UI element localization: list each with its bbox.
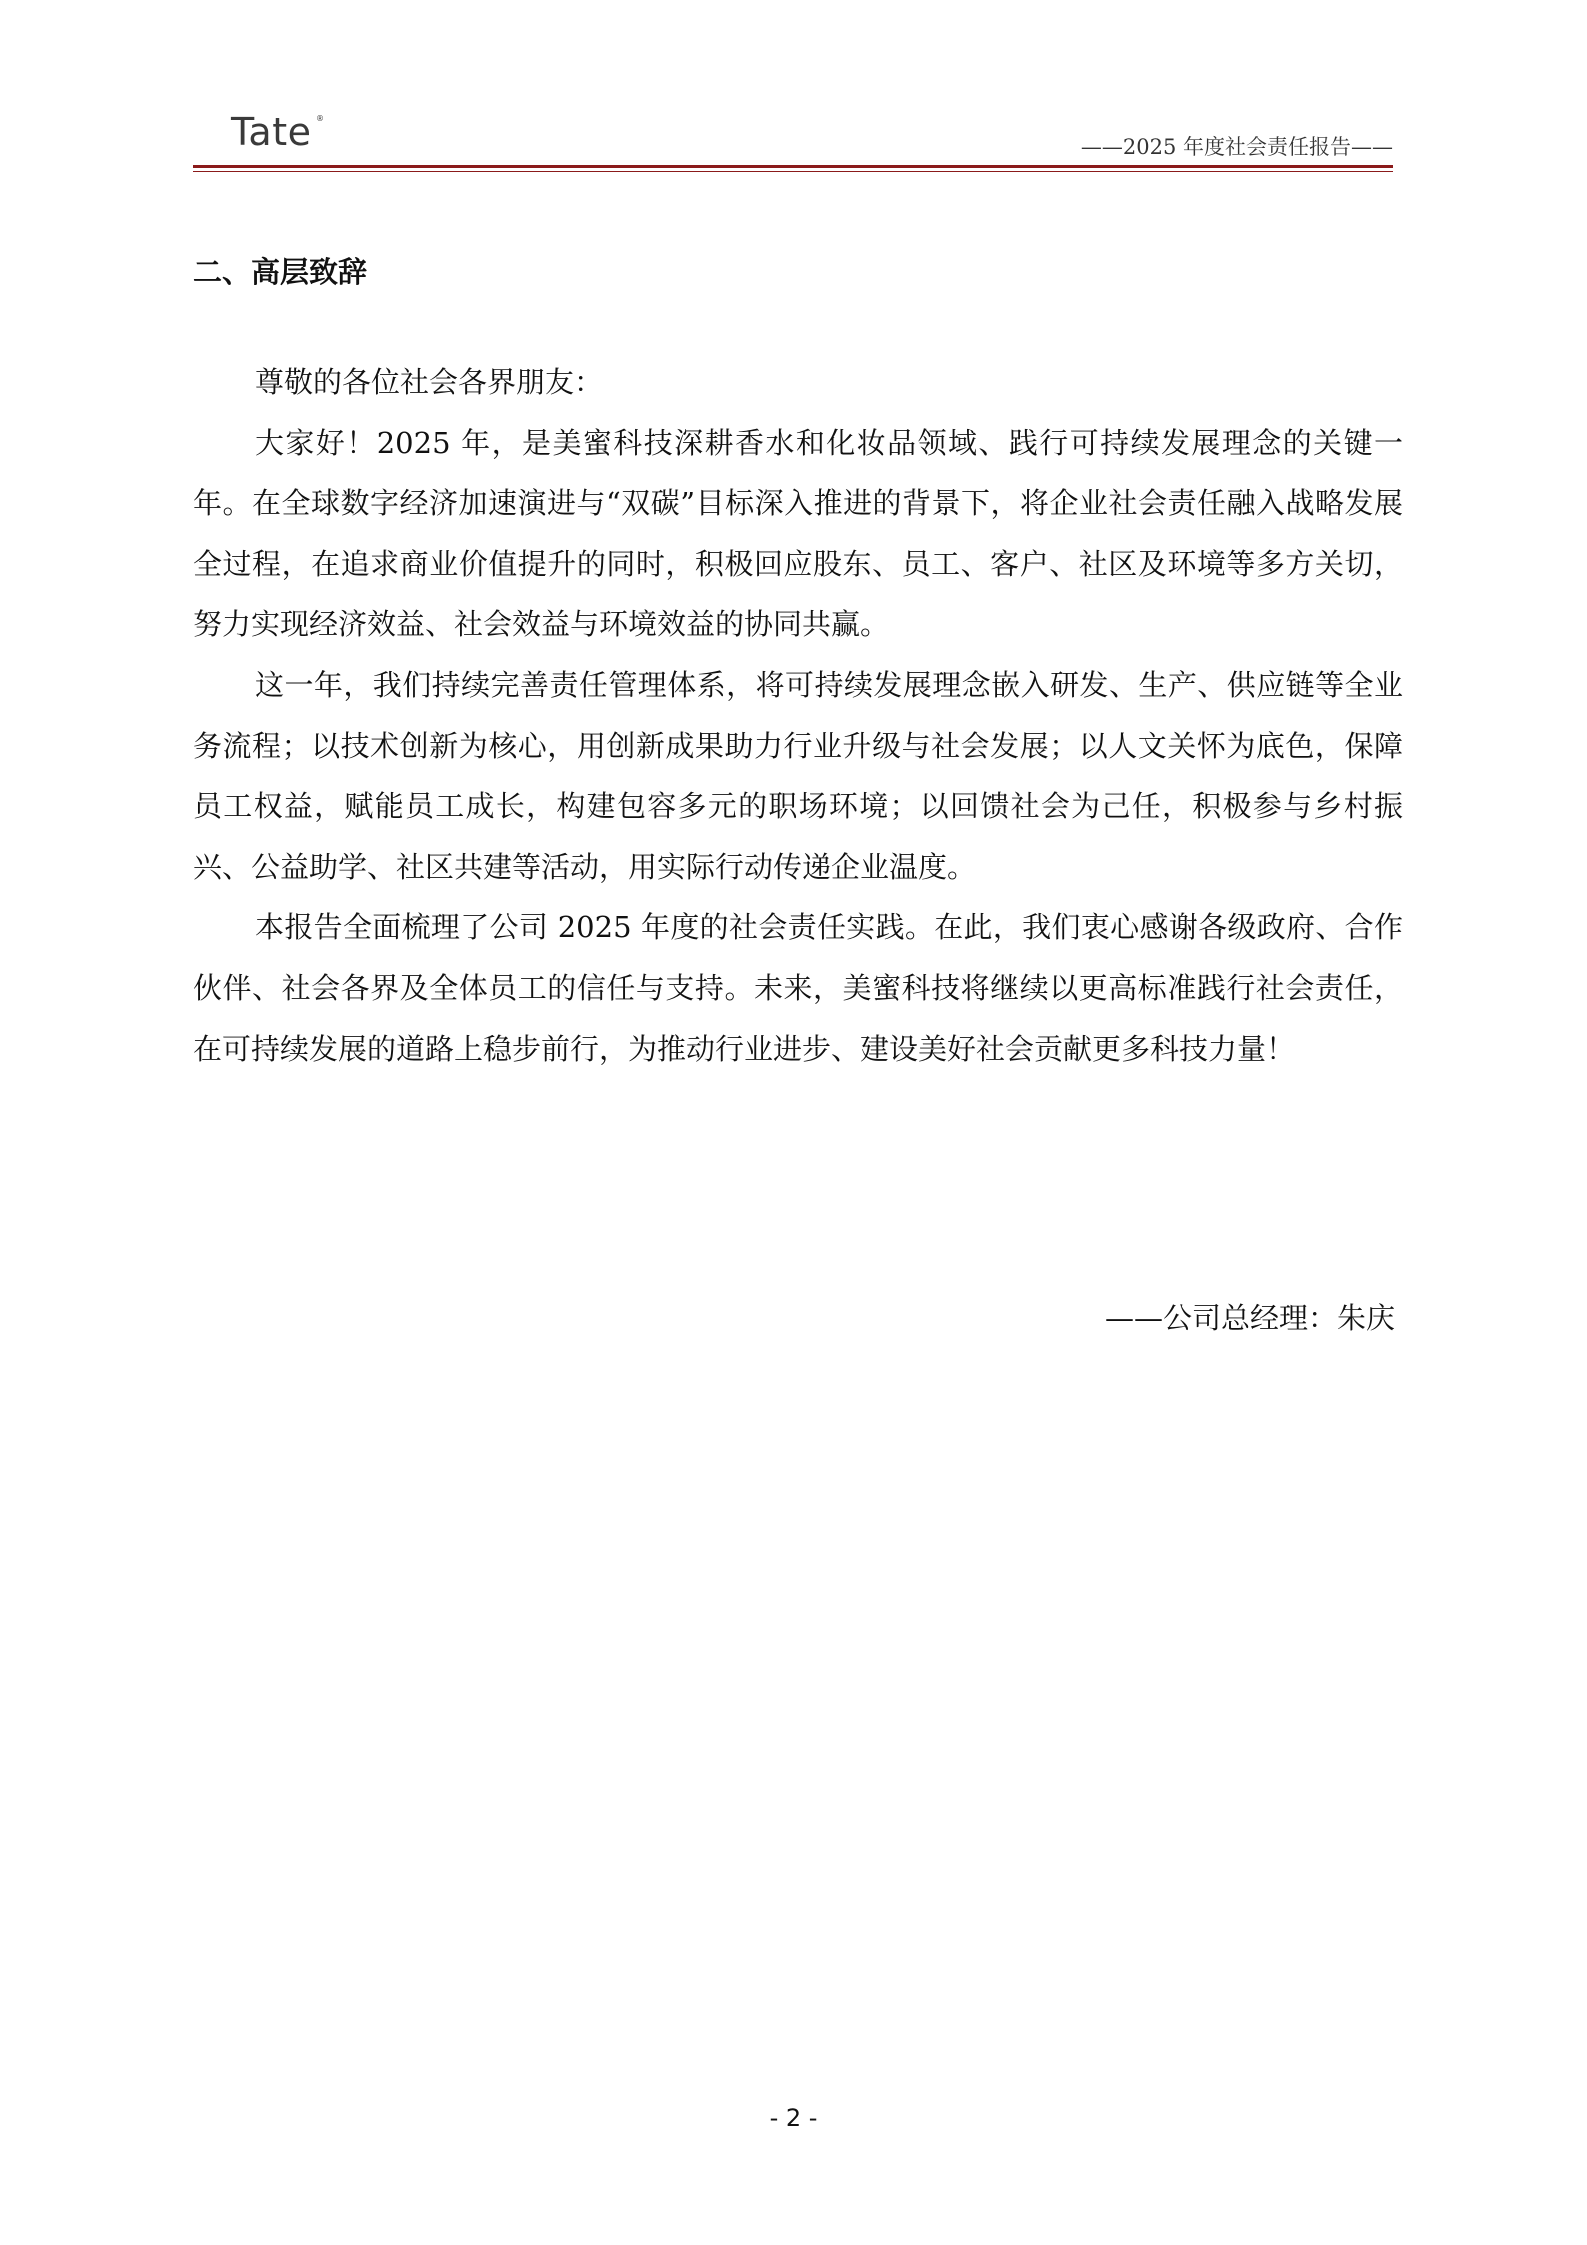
letter-paragraph: 大家好！2025 年，是美蜜科技深耕香水和化妆品领域、践行可持续发展理念的关键一年。在全球数字经济加速演进与“双碳”目标深入推进的背景下，将企业社会责任融入战略发展全过程，在追求商业价值提升的同时，积极回应股东、员工、客户、社区及环境等多方关切，努力实现经济效益、社会效益与环境效益的协同共赢。 [193,425,1403,642]
letter-paragraph: 本报告全面梳理了公司 2025 年度的社会责任实践。在此，我们衷心感谢各级政府、合作伙伴、社会各界及全体员工的信任与支持。未来，美蜜科技将继续以更高标准践行社会责任，在可持续发展的道路上稳步前行，为推动行业进步、建设美好社会贡献更多科技力量！ [193,910,1403,1066]
header-rule-thin [193,171,1393,172]
letter-paragraph: 这一年，我们持续完善责任管理体系，将可持续发展理念嵌入研发、生产、供应链等全业务流程；以技术创新为核心，用创新成果助力行业升级与社会发展；以人文关怀为底色，保障员工权益，赋能员工成长，构建包容多元的职场环境；以回馈社会为己任，积极参与乡村振兴、公益助学、社区共建等活动，用实际行动传递企业温度。 [193,667,1403,884]
header-rule-thick [193,165,1393,168]
page-number: - 2 - [769,2104,818,2132]
page-header [193,108,1393,176]
section-heading: 二、高层致辞 [193,255,368,289]
letter-salutation: 尊敬的各位社会各界朋友： [255,365,604,399]
letter-body [193,352,1403,1079]
company-logo: Tate [231,110,312,154]
report-title: ——2025 年度社会责任报告—— [1080,135,1393,159]
letter-signature: ——公司总经理：朱庆 [1104,1301,1395,1335]
registered-mark: ® [316,114,324,123]
